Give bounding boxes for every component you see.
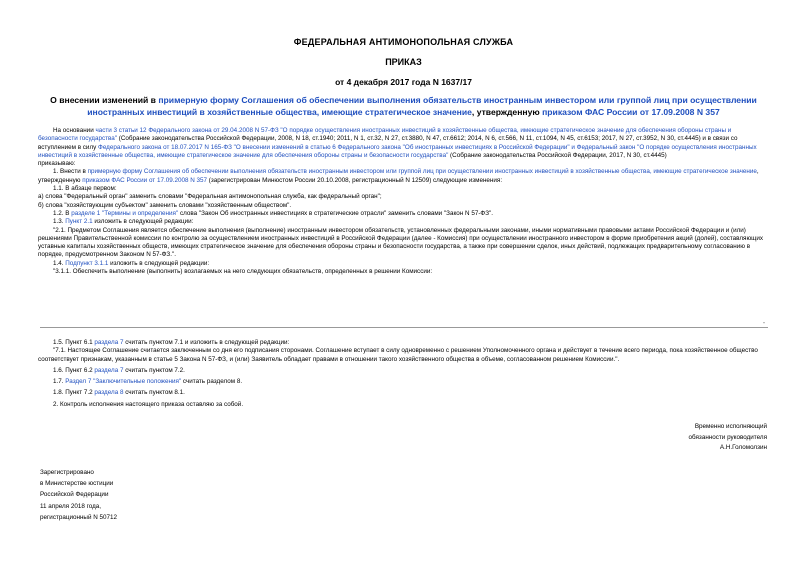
item-1-text-1: 1. Внести в xyxy=(53,168,88,176)
item-1-5-quote: "7.1. Настоящее Соглашение считается заключенным со дня его подписания сторонами. Соглашение вступает в силу одновременно с решением Уполномоченного органа и действует в течение всего периода, пока хозяйственное общество соответствует признакам, указанным в статье 5 Закона N 57-ФЗ, и (или) Заявитель обладает правами в отношении такого хозяйственного общества в объеме, согласованном решением Комиссии.". xyxy=(38,347,758,363)
item-1-7-text-2: считать разделом 8. xyxy=(181,378,243,386)
item-1-4 xyxy=(38,260,769,268)
order-word: приказываю: xyxy=(38,160,76,168)
signature-block xyxy=(689,422,767,454)
item-1-3-quote: "2.1. Предметом Соглашения является обеспечение выполнения (выполнение) иностранным инвестором обязательств, установленных федеральными законами, иными нормативными правовыми актами Российской Федерации и (или) решениями Правительственной комиссии по контролю за осуществлением иностранных инвестиций в Российской Федерации (далее - Комиссия) при осуществлении иностранного инвестором в форме приобретения акций (долей), составляющих уставные капиталы хозяйственных обществ, имеющих стратегическое значение для обеспечения обороны страны и безопасности государства, а также при совершении сделок, иных действий, подлежащих предварительному согласованию в порядке, предусмотренном Законом N 57-ФЗ.". xyxy=(38,226,764,259)
title-link-form[interactable]: примерную форму Соглашения об обеспечении выполнения обязательств иностранным инвестором или группой лиц при осуществлении иностранных инвестиций в хозяйственные общества, имеющие стратегическое значение xyxy=(87,95,757,117)
document-body-lower xyxy=(38,339,769,409)
preamble-link-law-165[interactable]: Федерального закона от 18.07.2017 N 165-ФЗ "О внесении изменений в статью 6 Федерального закона "Об иностранных инвестициях в Российской Федерации" и Федеральный закон "О порядке осуществления иностранных инвестиций в хозяйственные общества, имеющие стратегическое значение для обеспечения обороны страны и безопасности государства" xyxy=(38,143,757,159)
document-body-upper xyxy=(38,127,769,276)
item-1 xyxy=(38,168,769,185)
item-1-7 xyxy=(38,378,769,386)
item-1-8-link-section-8[interactable]: раздела 8 xyxy=(94,389,124,397)
item-1-text-2: , утвержденную xyxy=(38,168,759,184)
item-1-1-a: а) слова "Федеральный орган" заменить словами "Федеральная антимонопольная служба, как федеральный орган"; xyxy=(38,193,382,201)
preamble-text-2: (Собрание законодательства Российской Федерации, 2008, N 18, ст.1940; 2011, N 1, ст.32, N 27, ст.3880, N 47, ст.6612; 2014, N 6, ст.566, N 11, ст.1094, N 45, ст.6153; 2017, N 27, ст.3952, N 30, ст.4445) и в связи со вступлением в силу xyxy=(38,135,738,151)
registration-line-2: в Министерстве юстиции xyxy=(40,480,114,488)
signature-line-2: обязанности руководителя xyxy=(688,433,767,441)
agency-heading: ФЕДЕРАЛЬНАЯ АНТИМОНОПОЛЬНАЯ СЛУЖБА xyxy=(293,37,514,47)
item-1-1-b: б) слова "хозяйствующим субъектом" заменить словами "хозяйственным обществом". xyxy=(38,201,292,209)
item-1-3-text-1: 1.3. xyxy=(53,218,66,226)
item-1-3 xyxy=(38,218,769,226)
item-1-5-link-section-7[interactable]: раздела 7 xyxy=(94,339,124,346)
registration-line-3: Российской Федерации xyxy=(40,491,109,499)
preamble-link-law-57[interactable]: части 3 статьи 12 Федерального закона от 29.04.2008 N 57-ФЗ "О порядке осуществления иностранных инвестиций в хозяйственные общества, имеющие стратегическое значение для обеспечения обороны страны и безопасности государства" xyxy=(38,127,732,143)
title-mid: , утвержденную xyxy=(471,106,543,117)
signature-line-1: Временно исполняющий xyxy=(694,423,767,430)
item-1-7-link-section-7[interactable]: Раздел 7 "Заключительные положения" xyxy=(65,378,182,386)
doc-type-heading: ПРИКАЗ xyxy=(385,57,422,67)
item-1-6-link-section-7[interactable]: раздела 7 xyxy=(94,366,124,374)
item-1-link-order[interactable]: приказом ФАС России от 17.09.2008 N 357 xyxy=(82,176,208,184)
item-1-4-text-2: изложить в следующей редакции: xyxy=(108,259,210,267)
item-1-6 xyxy=(38,367,769,375)
registration-line-1: Зарегистрировано xyxy=(40,469,94,476)
item-1-8-text-2: считать пунктом 8.1. xyxy=(123,389,185,397)
title-prefix: О внесении изменений в xyxy=(50,95,159,105)
item-1-8 xyxy=(38,389,769,397)
item-1-5-text-1: 1.5. Пункт 6.1 xyxy=(53,339,95,346)
signature-name: А.Н.Голомолзин xyxy=(719,444,767,451)
item-1-4-quote: "3.1.1. Обеспечить выполнение (выполнить) возлагаемых на него следующих обязательств, определенных в решении Комиссии: xyxy=(53,268,433,276)
item-1-8-text-1: 1.8. Пункт 7.2 xyxy=(53,389,95,397)
preamble-paragraph xyxy=(38,127,769,160)
section-divider xyxy=(40,327,768,328)
item-1-link-form[interactable]: примерную форму Соглашения об обеспечении выполнения обязательств иностранным инвестором или группой лиц при осуществлении иностранных инвестиций в хозяйственные общества, имеющие стратегическое значение xyxy=(87,168,757,176)
registration-block xyxy=(40,467,117,523)
item-1-4-text-1: 1.4. xyxy=(53,259,66,267)
item-1-6-text-2: считать пунктом 7.2. xyxy=(123,366,185,374)
item-1-text-3: (зарегистрирован Минюстом России 20.10.2008, регистрационный N 12509) следующие изменения: xyxy=(207,176,503,184)
date-number-heading: от 4 декабря 2017 года N 1637/17 xyxy=(335,77,472,87)
preamble-text-3: (Собрание законодательства Российской Федерации, 2017, N 30, ст.4445) xyxy=(448,151,667,159)
item-1-7-text-1: 1.7. xyxy=(53,378,66,386)
document-title xyxy=(38,95,769,118)
preamble-text-1: На основании xyxy=(53,127,96,134)
item-1-6-text-1: 1.6. Пункт 6.2 xyxy=(53,366,95,374)
registration-line-5: регистрационный N 50712 xyxy=(40,513,118,521)
item-2: 2. Контроль исполнения настоящего приказа оставляю за собой. xyxy=(53,400,244,408)
item-1-2-text-2: слова "Закон Об иностранных инвестициях в стратегические отрасли" заменить словами "Закон N 57-ФЗ". xyxy=(178,209,494,217)
item-1-2-link-section-1[interactable]: разделе 1 "Термины и определения" xyxy=(71,209,179,217)
item-1-5-text-2: считать пунктом 7.1 и изложить в следующей редакции: xyxy=(123,339,290,346)
item-1-3-text-2: изложить в следующей редакции: xyxy=(92,218,194,226)
item-1-3-link-point-2-1[interactable]: Пункт 2.1 xyxy=(65,218,93,226)
item-1-1: 1.1. В абзаце первом: xyxy=(53,185,117,193)
item-1-2-text-1: 1.2. В xyxy=(53,209,72,217)
registration-line-4: 11 апреля 2018 года, xyxy=(40,502,102,510)
separator-quote-mark: " xyxy=(763,322,765,328)
title-link-order[interactable]: приказом ФАС России от 17.09.2008 N 357 xyxy=(542,106,720,117)
item-1-4-link-subpoint[interactable]: Подпункт 3.1.1 xyxy=(65,259,109,267)
